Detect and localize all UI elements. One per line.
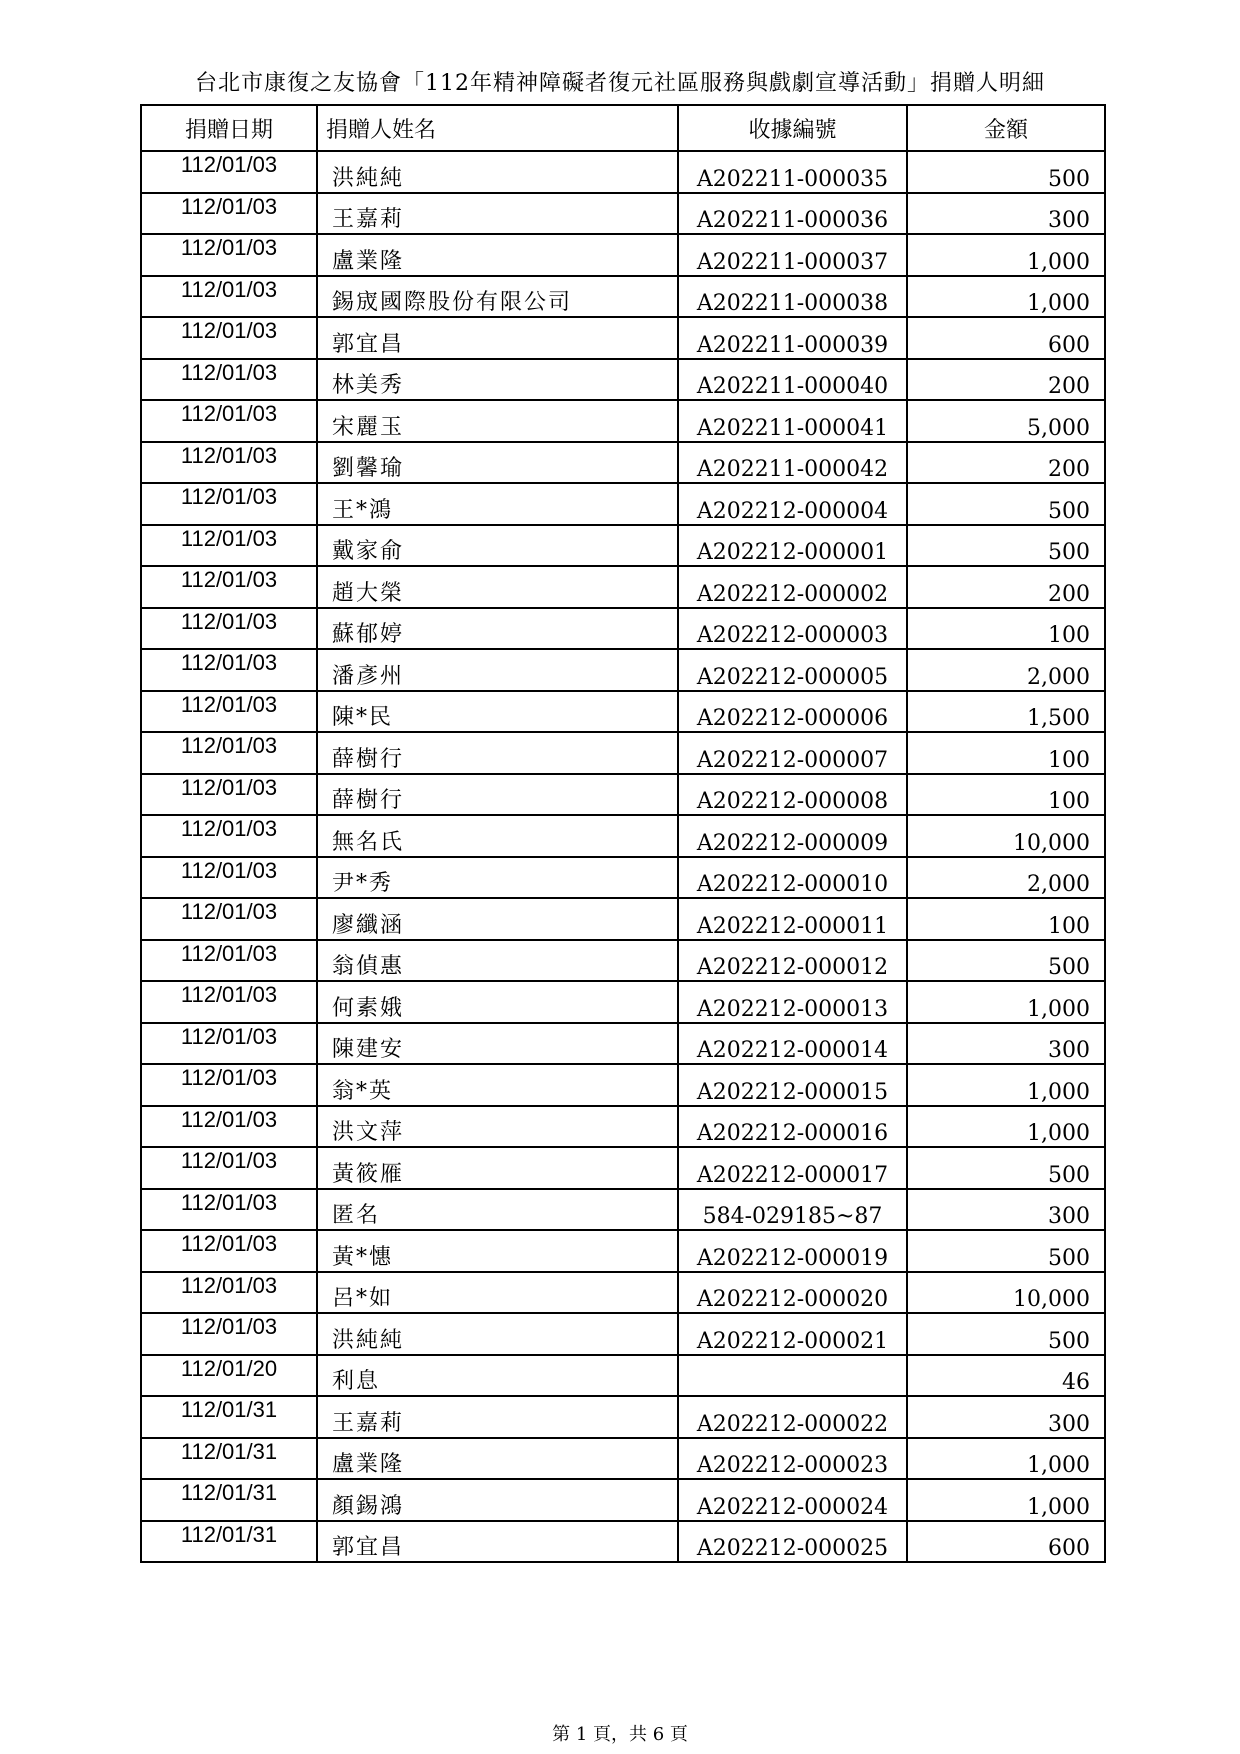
cell-donor-name: 顏錫鴻: [317, 1479, 678, 1521]
cell-amount: 200: [907, 359, 1105, 401]
cell-receipt-number: A202211-000038: [678, 276, 907, 318]
cell-donor-name: 洪純純: [317, 151, 678, 193]
header-amount: 金額: [907, 105, 1105, 151]
table-row: [141, 1023, 1105, 1065]
cell-amount: 2,000: [907, 857, 1105, 899]
cell-donor-name: 尹*秀: [317, 857, 678, 899]
table-row: [141, 815, 1105, 857]
cell-date: 112/01/03: [141, 193, 317, 235]
table-row: [141, 691, 1105, 733]
table-row: [141, 608, 1105, 650]
cell-receipt-number: A202212-000013: [678, 981, 907, 1023]
cell-donor-name: 無名氏: [317, 815, 678, 857]
table-row: [141, 857, 1105, 899]
header-date: 捐贈日期: [141, 105, 317, 151]
cell-receipt-number: A202212-000019: [678, 1230, 907, 1272]
cell-receipt-number: A202212-000012: [678, 940, 907, 982]
cell-donor-name: 郭宜昌: [317, 1521, 678, 1563]
cell-date: 112/01/03: [141, 1313, 317, 1355]
table-row: [141, 276, 1105, 318]
donor-table: [140, 104, 1106, 1563]
cell-receipt-number: 584-029185~87: [678, 1189, 907, 1231]
cell-donor-name: 郭宜昌: [317, 317, 678, 359]
cell-receipt-number: A202212-000024: [678, 1479, 907, 1521]
table-row: [141, 359, 1105, 401]
cell-donor-name: 薛樹行: [317, 774, 678, 816]
cell-receipt-number: A202211-000039: [678, 317, 907, 359]
document-title: 台北市康復之友協會「112年精神障礙者復元社區服務與戲劇宣導活動」捐贈人明細: [195, 71, 1045, 96]
cell-amount: 500: [907, 151, 1105, 193]
cell-amount: 46: [907, 1355, 1105, 1397]
cell-donor-name: 盧業隆: [317, 1438, 678, 1480]
cell-donor-name: 王嘉莉: [317, 1396, 678, 1438]
cell-donor-name: 王*鴻: [317, 483, 678, 525]
table-row: [141, 317, 1105, 359]
cell-date: 112/01/03: [141, 608, 317, 650]
cell-amount: 1,000: [907, 1064, 1105, 1106]
cell-date: 112/01/03: [141, 1272, 317, 1314]
table-row: [141, 234, 1105, 276]
table-row: [141, 774, 1105, 816]
cell-date: 112/01/03: [141, 857, 317, 899]
cell-receipt-number: A202212-000004: [678, 483, 907, 525]
cell-receipt-number: A202211-000041: [678, 400, 907, 442]
cell-donor-name: 利息: [317, 1355, 678, 1397]
table-row: [141, 732, 1105, 774]
table-row: [141, 1438, 1105, 1480]
cell-receipt-number: A202212-000010: [678, 857, 907, 899]
cell-date: 112/01/03: [141, 815, 317, 857]
cell-date: 112/01/03: [141, 940, 317, 982]
table-row: [141, 649, 1105, 691]
cell-date: 112/01/03: [141, 234, 317, 276]
cell-donor-name: 潘彥州: [317, 649, 678, 691]
table-row: [141, 898, 1105, 940]
table-row: [141, 1479, 1105, 1521]
cell-date: 112/01/03: [141, 442, 317, 484]
cell-donor-name: 黃*憓: [317, 1230, 678, 1272]
cell-donor-name: 匿名: [317, 1189, 678, 1231]
table-row: [141, 981, 1105, 1023]
cell-date: 112/01/03: [141, 1147, 317, 1189]
cell-amount: 500: [907, 1147, 1105, 1189]
cell-receipt-number: A202212-000015: [678, 1064, 907, 1106]
table-row: [141, 193, 1105, 235]
cell-donor-name: 陳*民: [317, 691, 678, 733]
cell-date: 112/01/03: [141, 649, 317, 691]
cell-date: 112/01/03: [141, 1064, 317, 1106]
cell-date: 112/01/03: [141, 1230, 317, 1272]
cell-receipt-number: [678, 1355, 907, 1397]
cell-receipt-number: A202212-000014: [678, 1023, 907, 1065]
table-row: [141, 442, 1105, 484]
header-receipt: 收據編號: [678, 105, 907, 151]
cell-amount: 200: [907, 442, 1105, 484]
cell-donor-name: 王嘉莉: [317, 193, 678, 235]
cell-amount: 100: [907, 732, 1105, 774]
cell-amount: 1,000: [907, 276, 1105, 318]
cell-donor-name: 錫宬國際股份有限公司: [317, 276, 678, 318]
cell-amount: 10,000: [907, 815, 1105, 857]
table-row: [141, 566, 1105, 608]
cell-date: 112/01/03: [141, 400, 317, 442]
cell-date: 112/01/03: [141, 1023, 317, 1065]
cell-donor-name: 劉馨瑜: [317, 442, 678, 484]
cell-donor-name: 趙大榮: [317, 566, 678, 608]
table-row: [141, 1272, 1105, 1314]
cell-date: 112/01/03: [141, 1106, 317, 1148]
cell-donor-name: 陳建安: [317, 1023, 678, 1065]
cell-date: 112/01/03: [141, 483, 317, 525]
table-row: [141, 1189, 1105, 1231]
cell-date: 112/01/03: [141, 151, 317, 193]
cell-receipt-number: A202211-000036: [678, 193, 907, 235]
cell-amount: 500: [907, 525, 1105, 567]
cell-donor-name: 戴家俞: [317, 525, 678, 567]
cell-amount: 5,000: [907, 400, 1105, 442]
cell-date: 112/01/03: [141, 525, 317, 567]
cell-date: 112/01/31: [141, 1521, 317, 1563]
header-name: 捐贈人姓名: [317, 105, 678, 151]
cell-amount: 500: [907, 1313, 1105, 1355]
cell-receipt-number: A202212-000006: [678, 691, 907, 733]
cell-amount: 1,000: [907, 1438, 1105, 1480]
cell-receipt-number: A202212-000005: [678, 649, 907, 691]
cell-receipt-number: A202212-000025: [678, 1521, 907, 1563]
cell-donor-name: 翁*英: [317, 1064, 678, 1106]
cell-receipt-number: A202212-000020: [678, 1272, 907, 1314]
cell-amount: 1,000: [907, 1106, 1105, 1148]
cell-amount: 1,500: [907, 691, 1105, 733]
table-row: [141, 151, 1105, 193]
cell-date: 112/01/03: [141, 691, 317, 733]
cell-receipt-number: A202212-000023: [678, 1438, 907, 1480]
cell-date: 112/01/03: [141, 732, 317, 774]
table-row: [141, 400, 1105, 442]
cell-date: 112/01/03: [141, 774, 317, 816]
cell-receipt-number: A202212-000017: [678, 1147, 907, 1189]
cell-amount: 300: [907, 1189, 1105, 1231]
cell-donor-name: 何素娥: [317, 981, 678, 1023]
cell-date: 112/01/03: [141, 317, 317, 359]
cell-receipt-number: A202212-000002: [678, 566, 907, 608]
table-row: [141, 525, 1105, 567]
cell-date: 112/01/03: [141, 981, 317, 1023]
cell-date: 112/01/03: [141, 566, 317, 608]
cell-donor-name: 廖纖涵: [317, 898, 678, 940]
cell-amount: 100: [907, 898, 1105, 940]
cell-date: 112/01/31: [141, 1479, 317, 1521]
cell-receipt-number: A202211-000037: [678, 234, 907, 276]
cell-date: 112/01/03: [141, 1189, 317, 1231]
cell-receipt-number: A202212-000007: [678, 732, 907, 774]
table-row: [141, 940, 1105, 982]
table-row: [141, 1230, 1105, 1272]
cell-amount: 600: [907, 317, 1105, 359]
cell-receipt-number: A202211-000042: [678, 442, 907, 484]
cell-receipt-number: A202212-000011: [678, 898, 907, 940]
cell-donor-name: 盧業隆: [317, 234, 678, 276]
cell-amount: 500: [907, 940, 1105, 982]
cell-receipt-number: A202211-000040: [678, 359, 907, 401]
cell-donor-name: 薛樹行: [317, 732, 678, 774]
cell-receipt-number: A202212-000009: [678, 815, 907, 857]
table-row: [141, 1521, 1105, 1563]
table-row: [141, 1106, 1105, 1148]
cell-amount: 1,000: [907, 1479, 1105, 1521]
table-row: [141, 483, 1105, 525]
cell-receipt-number: A202211-000035: [678, 151, 907, 193]
table-row: [141, 1064, 1105, 1106]
cell-receipt-number: A202212-000008: [678, 774, 907, 816]
table-row: [141, 1396, 1105, 1438]
cell-amount: 500: [907, 1230, 1105, 1272]
cell-amount: 10,000: [907, 1272, 1105, 1314]
page-footer: 第 1 頁，共 6 頁: [552, 1724, 688, 1745]
cell-donor-name: 宋麗玉: [317, 400, 678, 442]
cell-receipt-number: A202212-000022: [678, 1396, 907, 1438]
cell-donor-name: 洪純純: [317, 1313, 678, 1355]
table-body: [141, 151, 1105, 1562]
cell-amount: 1,000: [907, 981, 1105, 1023]
table-row: [141, 1313, 1105, 1355]
cell-amount: 2,000: [907, 649, 1105, 691]
table-row: [141, 1355, 1105, 1397]
cell-donor-name: 黃筱雁: [317, 1147, 678, 1189]
cell-amount: 300: [907, 1023, 1105, 1065]
cell-donor-name: 蘇郁婷: [317, 608, 678, 650]
cell-donor-name: 翁偵惠: [317, 940, 678, 982]
cell-date: 112/01/31: [141, 1438, 317, 1480]
cell-receipt-number: A202212-000001: [678, 525, 907, 567]
cell-amount: 600: [907, 1521, 1105, 1563]
table-row: [141, 1147, 1105, 1189]
cell-amount: 200: [907, 566, 1105, 608]
cell-donor-name: 洪文萍: [317, 1106, 678, 1148]
cell-date: 112/01/03: [141, 898, 317, 940]
cell-receipt-number: A202212-000021: [678, 1313, 907, 1355]
cell-receipt-number: A202212-000016: [678, 1106, 907, 1148]
cell-amount: 1,000: [907, 234, 1105, 276]
cell-receipt-number: A202212-000003: [678, 608, 907, 650]
cell-date: 112/01/03: [141, 359, 317, 401]
cell-date: 112/01/03: [141, 276, 317, 318]
cell-date: 112/01/20: [141, 1355, 317, 1397]
cell-donor-name: 呂*如: [317, 1272, 678, 1314]
table-header-row: [141, 105, 1105, 151]
cell-amount: 300: [907, 193, 1105, 235]
cell-amount: 100: [907, 774, 1105, 816]
cell-amount: 500: [907, 483, 1105, 525]
cell-donor-name: 林美秀: [317, 359, 678, 401]
cell-amount: 100: [907, 608, 1105, 650]
cell-amount: 300: [907, 1396, 1105, 1438]
cell-date: 112/01/31: [141, 1396, 317, 1438]
